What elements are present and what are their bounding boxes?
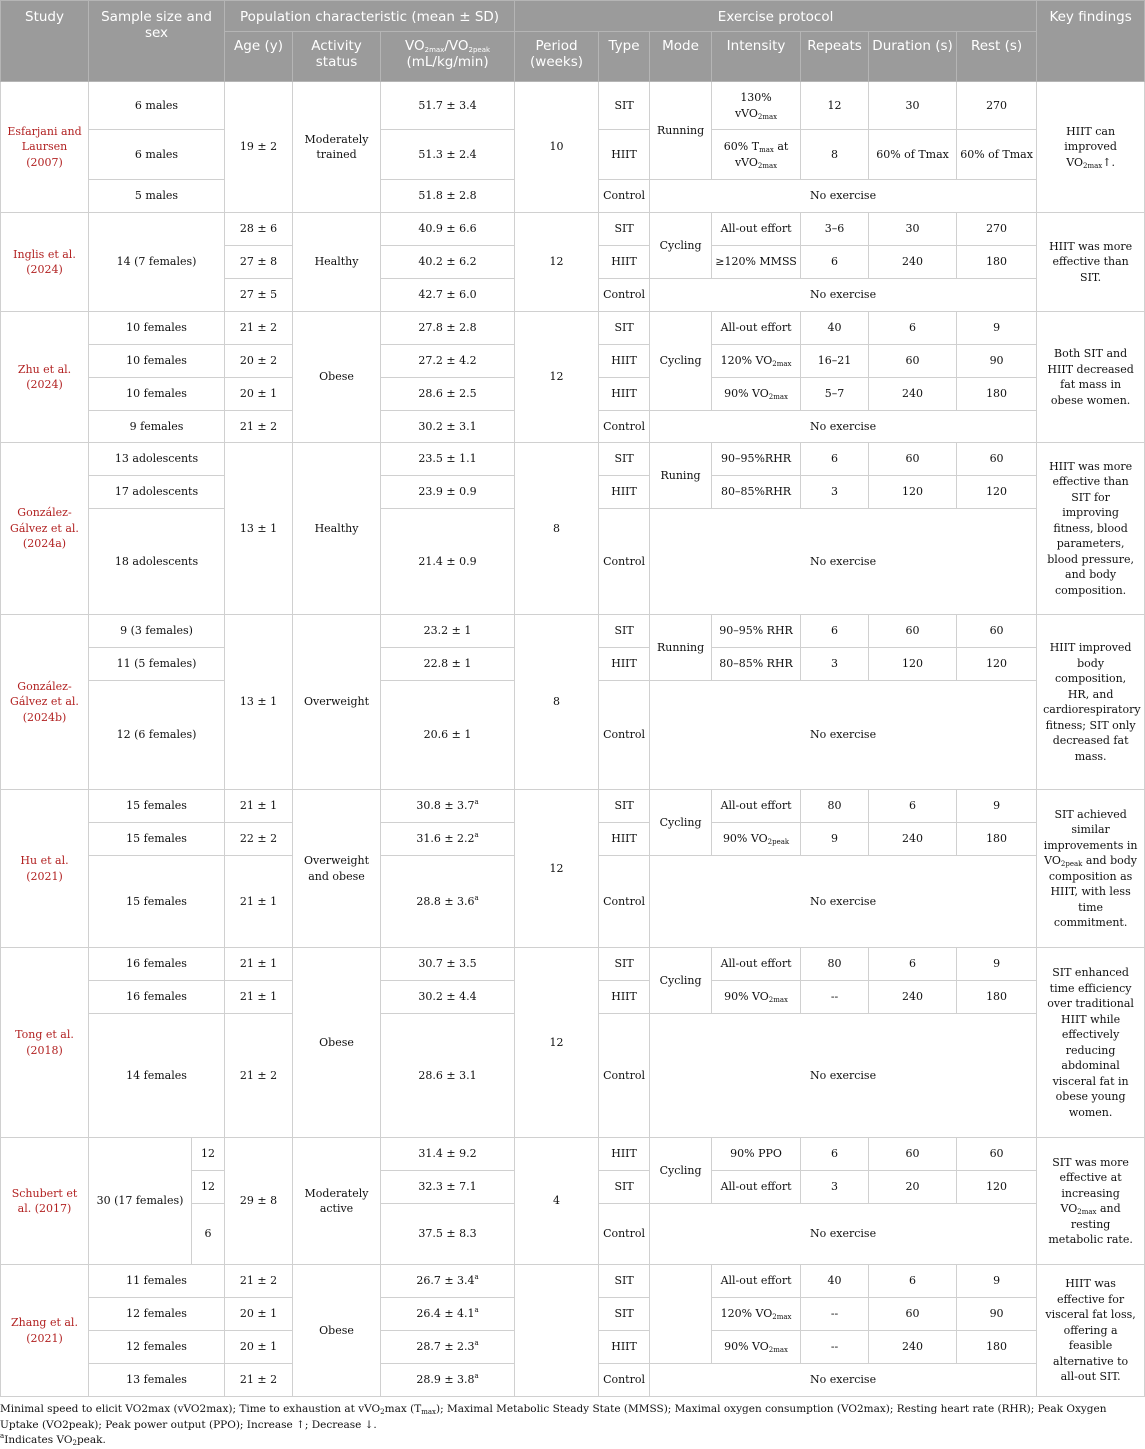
rest-cell: 270 [957,213,1037,246]
intensity-cell: All-out effort [712,213,801,246]
intensity-cell: 90% $VO_{2max}$ [712,378,801,411]
age-cell: 27 ± 8 [225,246,293,279]
vo2-cell [381,1298,515,1331]
vo2-value: 28.7 ± 2.3 [416,1340,475,1354]
type-cell: Control [599,411,650,443]
duration-cell: 240 [869,378,957,411]
age-cell: 20 ± 1 [225,1298,293,1331]
study-name[interactable]: Zhu et al. (2024) [1,312,89,443]
vo2-cell: 30.2 ± 3.1 [381,411,515,443]
sample-cell: 9 (3 females) [89,615,225,648]
duration-cell: 60 [869,443,957,476]
repeats-cell: 6 [801,246,869,279]
age-cell: 21 ± 1 [225,790,293,823]
type-cell: Control [599,279,650,312]
no-exercise-cell: No exercise [650,856,1037,948]
sample-cell: 11 females [89,1265,225,1298]
table-row [1,213,1145,246]
vo2-value: 26.4 ± 4.1 [416,1307,475,1321]
activity-cell: Obese [293,312,381,443]
study-name[interactable]: Tong et al. (2018) [1,948,89,1138]
key-finding-cell: HIIT can improved $VO_{2max}↑$. [1037,82,1145,213]
table-row [1,948,1145,981]
activity-cell: Healthy [293,213,381,312]
no-exercise-cell: No exercise [650,279,1037,312]
footnote-marker: a [474,1372,479,1381]
header-mode: Mode [650,32,712,82]
vo2-cell: 32.3 ± 7.1 [381,1171,515,1204]
sample-cell: 13 adolescents [89,443,225,476]
intensity-cell: All-out effort [712,948,801,981]
rest-cell: 120 [957,1171,1037,1204]
vo2-cell: 22.8 ± 1 [381,648,515,681]
intensity-cell: 90% $VO_{2peak}$ [712,823,801,856]
period-cell [515,1265,599,1397]
type-cell: HIIT [599,648,650,681]
activity-cell: Moderately trained [293,82,381,213]
vo2-cell [381,1265,515,1298]
no-exercise-cell: No exercise [650,1364,1037,1397]
mode-cell: Running [650,82,712,180]
type-cell: Control [599,180,650,213]
vo2-cell [381,1331,515,1364]
mode-cell: Cycling [650,948,712,1014]
vo2-value: 28.9 ± 3.8 [416,1373,475,1387]
study-name[interactable]: Esfarjani and Laursen (2007) [1,82,89,213]
age-cell: 13 ± 1 [225,443,293,615]
table-row [1,312,1145,345]
repeats-cell: 40 [801,312,869,345]
type-cell: HIIT [599,130,650,180]
key-finding-cell: SIT enhanced time efficiency over traditional HIIT while effectively reducing abdominal visceral fat in obese young women. [1037,948,1145,1138]
type-cell: SIT [599,790,650,823]
vo2-cell: 27.2 ± 4.2 [381,345,515,378]
sample-cell: 17 adolescents [89,476,225,509]
key-finding-cell: SIT achieved similar improvements in $VO_{2peak}$ and body composition as HIIT, with less time commitment. [1037,790,1145,948]
header-rest: Rest (s) [957,32,1037,82]
table-footnote [0,1402,1145,1449]
vo2-cell [381,1364,515,1397]
repeats-cell: 12 [801,82,869,130]
footnote-marker: a [474,1273,479,1282]
type-cell: SIT [599,312,650,345]
sample-cell: 16 females [89,948,225,981]
duration-cell: 6 [869,312,957,345]
type-cell: Control [599,509,650,615]
study-name[interactable]: González-Gálvez et al. (2024b) [1,615,89,790]
table-row [1,790,1145,823]
period-cell: 12 [515,790,599,948]
type-cell: Control [599,1364,650,1397]
duration-cell: 30 [869,82,957,130]
type-cell: SIT [599,948,650,981]
vo2-cell: 51.7 ± 3.4 [381,82,515,130]
key-finding-cell: SIT was more effective at increasing $VO_{2max}$ and resting metabolic rate. [1037,1138,1145,1265]
header-key-findings: Key findings [1037,1,1145,82]
period-cell: 10 [515,82,599,213]
subgroup-cell: 12 [192,1171,225,1204]
duration-cell: 120 [869,648,957,681]
type-cell: SIT [599,615,650,648]
rest-cell: 9 [957,1265,1037,1298]
table-row [1,615,1145,648]
age-cell: 27 ± 5 [225,279,293,312]
intensity-cell: All-out effort [712,790,801,823]
activity-cell: Obese [293,948,381,1138]
age-cell: 13 ± 1 [225,615,293,790]
rest-cell: 180 [957,1331,1037,1364]
repeats-cell: 80 [801,790,869,823]
mode-cell [650,1265,712,1364]
activity-cell: Moderately active [293,1138,381,1265]
intensity-cell: 90–95% RHR [712,615,801,648]
rest-cell: 120 [957,476,1037,509]
vo2-value: 26.7 ± 3.4 [416,1274,475,1288]
duration-cell: 240 [869,981,957,1014]
key-finding-cell: HIIT was more effective than SIT for improving fitness, blood parameters, blood pressure, and body composition. [1037,443,1145,615]
no-exercise-cell: No exercise [650,1204,1037,1265]
sample-cell: 12 females [89,1298,225,1331]
intensity-cell: 90% $VO_{2max}$ [712,1331,801,1364]
intensity-cell: 120% $VO_{2max}$ [712,345,801,378]
mode-cell: Cycling [650,790,712,856]
type-cell: SIT [599,1298,650,1331]
vo2-cell: 51.3 ± 2.4 [381,130,515,180]
no-exercise-cell: No exercise [650,180,1037,213]
sample-cell: 5 males [89,180,225,213]
header-age: Age (y) [225,32,293,82]
subgroup-cell: 6 [192,1204,225,1265]
intensity-cell: 80–85% RHR [712,648,801,681]
vo2-value: 28.8 ± 3.6 [416,894,475,908]
age-cell: 21 ± 1 [225,856,293,948]
duration-cell: 240 [869,1331,957,1364]
repeats-cell: 3–6 [801,213,869,246]
vo2-cell: 23.9 ± 0.9 [381,476,515,509]
duration-cell: 6 [869,1265,957,1298]
type-cell: HIIT [599,1138,650,1171]
activity-cell: Obese [293,1265,381,1397]
vo2-value: 31.6 ± 2.2 [416,832,475,846]
intensity-cell: 60% $T_{max}$ at vVO$_{2max}$ [712,130,801,180]
footnote-line-1: Minimal speed to elicit VO2max (vVO2max); Time to exhaustion at vVO$_2$max $(T_{max})$; Maximal Metabolic Steady State (MMSS); Maximal oxygen consumption (VO2max); Resting heart rate (RHR); Peak Oxygen Uptake (VO2peak); Peak power output (PPO); Increase ↑; Decrease ↓. [0,1403,1107,1431]
type-cell: SIT [599,1265,650,1298]
repeats-cell: -- [801,1298,869,1331]
study-name[interactable]: Hu et al. (2021) [1,790,89,948]
vo2-cell: 40.2 ± 6.2 [381,246,515,279]
duration-cell: 60 [869,345,957,378]
rest-cell: 9 [957,312,1037,345]
period-cell: 4 [515,1138,599,1265]
vo2-cell: 20.6 ± 1 [381,681,515,790]
key-finding-cell: HIIT improved body composition, HR, and cardiorespiratory fitness; SIT only decreased fat mass. [1037,615,1145,790]
age-cell: 28 ± 6 [225,213,293,246]
rest-cell: 90 [957,345,1037,378]
intensity-cell: 90% $VO_{2max}$ [712,981,801,1014]
repeats-cell: 80 [801,948,869,981]
activity-cell: Overweight [293,615,381,790]
vo2-cell [381,856,515,948]
sample-cell: 10 females [89,378,225,411]
type-cell: HIIT [599,1331,650,1364]
vo2-cell: 51.8 ± 2.8 [381,180,515,213]
duration-cell: 6 [869,790,957,823]
footnote-marker: a [474,893,479,902]
duration-cell: 60% of Tmax [869,130,957,180]
type-cell: SIT [599,213,650,246]
type-cell: HIIT [599,378,650,411]
header-intensity: Intensity [712,32,801,82]
duration-cell: 240 [869,823,957,856]
type-cell: Control [599,1204,650,1265]
age-cell: 19 ± 2 [225,82,293,213]
sample-cell: 16 females [89,981,225,1014]
repeats-cell: 9 [801,823,869,856]
vo2-cell: 23.5 ± 1.1 [381,443,515,476]
vo2-cell: 28.6 ± 2.5 [381,378,515,411]
mode-cell: Cycling [650,1138,712,1204]
rest-cell: 60 [957,443,1037,476]
sample-cell: 13 females [89,1364,225,1397]
header-repeats: Repeats [801,32,869,82]
key-finding-cell: Both SIT and HIIT decreased fat mass in obese women. [1037,312,1145,443]
vo2-cell: 30.7 ± 3.5 [381,948,515,981]
header-protocol: Exercise protocol [515,1,1037,32]
sample-cell: 9 females [89,411,225,443]
header-study: Study [1,1,89,82]
rest-cell: 9 [957,790,1037,823]
sample-cell: 6 males [89,82,225,130]
duration-cell: 60 [869,1138,957,1171]
rest-cell: 60 [957,615,1037,648]
sample-cell: 11 (5 females) [89,648,225,681]
activity-cell: Healthy [293,443,381,615]
header-vo2: $VO_{2max}/VO_{2peak}$ (mL/kg/min) [381,32,515,82]
sample-cell: 6 males [89,130,225,180]
header-duration: Duration (s) [869,32,957,82]
rest-cell: 270 [957,82,1037,130]
type-cell: Control [599,681,650,790]
duration-cell: 6 [869,948,957,981]
table-row [1,1265,1145,1298]
duration-cell: 60 [869,1298,957,1331]
footnote-marker: a [474,1306,479,1315]
study-name[interactable]: González-Gálvez et al. (2024a) [1,443,89,615]
rest-cell: 120 [957,648,1037,681]
study-name[interactable]: Schubert et al. (2017) [1,1138,89,1265]
intensity-cell: All-out effort [712,1171,801,1204]
table-row [1,443,1145,476]
study-name[interactable]: Zhang et al. (2021) [1,1265,89,1397]
table-row [1,82,1145,130]
vo2-cell: 23.2 ± 1 [381,615,515,648]
duration-cell: 240 [869,246,957,279]
duration-cell: 30 [869,213,957,246]
sample-cell: 30 (17 females) [89,1138,192,1265]
header-activity: Activity status [293,32,381,82]
mode-cell: Cycling [650,213,712,279]
vo2-cell: 42.7 ± 6.0 [381,279,515,312]
sample-cell: 15 females [89,823,225,856]
key-finding-cell: HIIT was effective for visceral fat loss, offering a feasible alternative to all-out SIT. [1037,1265,1145,1397]
mode-cell: Cycling [650,312,712,411]
repeats-cell: 5–7 [801,378,869,411]
activity-cell: Overweight and obese [293,790,381,948]
key-finding-cell: HIIT was more effective than SIT. [1037,213,1145,312]
vo2-value: 30.8 ± 3.7 [416,799,475,813]
footnote-marker: a [474,831,479,840]
no-exercise-cell: No exercise [650,1014,1037,1138]
table-row [1,1138,1145,1171]
period-cell: 12 [515,213,599,312]
period-cell: 12 [515,312,599,443]
age-cell: 21 ± 2 [225,1265,293,1298]
intensity-cell: 130% vVO$_{2max}$ [712,82,801,130]
intensity-cell: 90–95%RHR [712,443,801,476]
repeats-cell: 6 [801,615,869,648]
header-period: Period (weeks) [515,32,599,82]
type-cell: SIT [599,82,650,130]
vo2-cell: 28.6 ± 3.1 [381,1014,515,1138]
age-cell: 29 ± 8 [225,1138,293,1265]
intensity-cell: 80–85%RHR [712,476,801,509]
age-cell: 21 ± 2 [225,312,293,345]
no-exercise-cell: No exercise [650,681,1037,790]
period-cell: 12 [515,948,599,1138]
sample-cell: 15 females [89,856,225,948]
rest-cell: 180 [957,246,1037,279]
header-row-1 [1,1,1145,32]
no-exercise-cell: No exercise [650,411,1037,443]
type-cell: SIT [599,443,650,476]
sample-cell: 10 females [89,312,225,345]
header-sample: Sample size and sex [89,1,225,82]
rest-cell: 60% of Tmax [957,130,1037,180]
sample-cell: 14 (7 females) [89,213,225,312]
vo2-cell: 37.5 ± 8.3 [381,1204,515,1265]
age-cell: 21 ± 1 [225,948,293,981]
vo2-cell: 27.8 ± 2.8 [381,312,515,345]
intensity-cell: All-out effort [712,1265,801,1298]
type-cell: SIT [599,1171,650,1204]
type-cell: HIIT [599,345,650,378]
age-cell: 20 ± 1 [225,378,293,411]
sample-cell: 10 females [89,345,225,378]
rest-cell: 180 [957,378,1037,411]
footnote-marker: a [474,798,479,807]
duration-cell: 120 [869,476,957,509]
footnote-marker: a [0,1432,5,1440]
type-cell: HIIT [599,246,650,279]
intensity-cell: 90% PPO [712,1138,801,1171]
repeats-cell: 3 [801,476,869,509]
intensity-cell: ≥120% MMSS [712,246,801,279]
type-cell: Control [599,1014,650,1138]
age-cell: 20 ± 2 [225,345,293,378]
repeats-cell: 3 [801,648,869,681]
repeats-cell: 3 [801,1171,869,1204]
rest-cell: 180 [957,981,1037,1014]
footnote-line-2: $^a$Indicates $VO_2peak$. [0,1432,106,1447]
age-cell: 20 ± 1 [225,1331,293,1364]
age-cell: 22 ± 2 [225,823,293,856]
mode-cell: Runing [650,443,712,509]
duration-cell: 60 [869,615,957,648]
repeats-cell: 8 [801,130,869,180]
intensity-cell: 120% $VO_{2max}$ [712,1298,801,1331]
repeats-cell: 40 [801,1265,869,1298]
age-cell: 21 ± 1 [225,981,293,1014]
vo2-cell: 30.2 ± 4.4 [381,981,515,1014]
mode-cell: Running [650,615,712,681]
study-name[interactable]: Inglis et al. (2024) [1,213,89,312]
vo2-cell [381,823,515,856]
period-cell: 8 [515,443,599,615]
type-cell: HIIT [599,981,650,1014]
vo2-cell: 31.4 ± 9.2 [381,1138,515,1171]
intensity-cell: All-out effort [712,312,801,345]
repeats-cell: 6 [801,1138,869,1171]
header-type: Type [599,32,650,82]
rest-cell: 9 [957,948,1037,981]
type-cell: Control [599,856,650,948]
sample-cell: 15 females [89,790,225,823]
sample-cell: 14 females [89,1014,225,1138]
period-cell: 8 [515,615,599,790]
sample-cell: 12 (6 females) [89,681,225,790]
footnote-marker: a [474,1339,479,1348]
duration-cell: 20 [869,1171,957,1204]
repeats-cell: -- [801,981,869,1014]
age-cell: 21 ± 2 [225,1014,293,1138]
vo2-cell: 40.9 ± 6.6 [381,213,515,246]
age-cell: 21 ± 2 [225,1364,293,1397]
no-exercise-cell: No exercise [650,509,1037,615]
rest-cell: 60 [957,1138,1037,1171]
sample-cell: 12 females [89,1331,225,1364]
header-population: Population characteristic (mean ± SD) [225,1,515,32]
sample-cell: 18 adolescents [89,509,225,615]
type-cell: HIIT [599,476,650,509]
repeats-cell: 16–21 [801,345,869,378]
age-cell: 21 ± 2 [225,411,293,443]
repeats-cell: 6 [801,443,869,476]
vo2-cell: 21.4 ± 0.9 [381,509,515,615]
repeats-cell: -- [801,1331,869,1364]
rest-cell: 90 [957,1298,1037,1331]
subgroup-cell: 12 [192,1138,225,1171]
vo2-cell [381,790,515,823]
type-cell: HIIT [599,823,650,856]
rest-cell: 180 [957,823,1037,856]
